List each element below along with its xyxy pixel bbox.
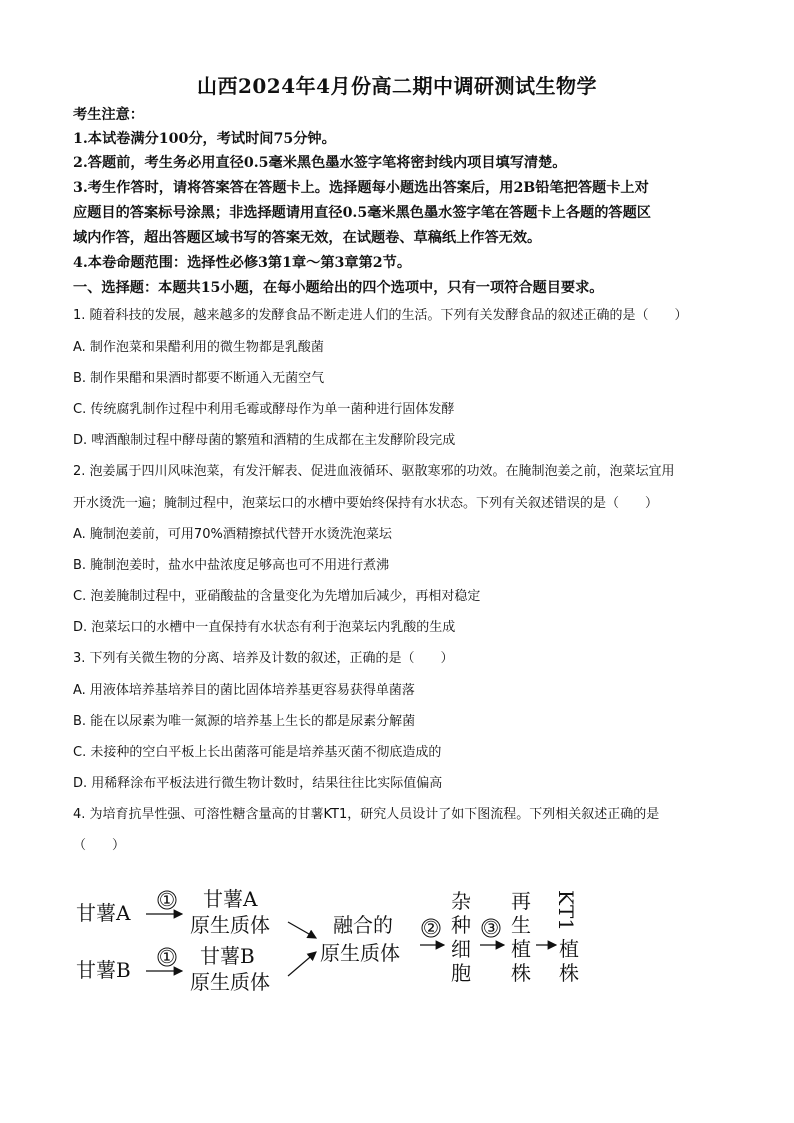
notice-item: 域内作答，超出答题区域书写的答案无效，在试题卷、草稿纸上作答无效。 xyxy=(73,230,542,246)
question-option: B. 能在以尿素为唯一氮源的培养基上生长的都是尿素分解菌 xyxy=(73,714,416,729)
question-option: B. 制作果醋和果酒时都要不断通入无菌空气 xyxy=(73,371,325,386)
kt1-plant-char: 植 xyxy=(559,937,579,961)
notice-item: 3.考生作答时，请将答案答在答题卡上。选择题每小题选出答案后，用2B铅笔把答题卡上对 xyxy=(73,180,649,196)
hybrid-cell-char: 细 xyxy=(451,937,471,961)
question-option: D. 泡菜坛口的水槽中一直保持有水状态有利于泡菜坛内乳酸的生成 xyxy=(73,620,456,635)
notice-item: 2.答题前，考生务必用直径0.5毫米黑色墨水签字笔将密封线内项目填写清楚。 xyxy=(73,155,567,171)
protoplast-b-line2: 原生质体 xyxy=(190,970,270,994)
question-option: C. 未接种的空白平板上长出菌落可能是培养基灭菌不彻底造成的 xyxy=(73,745,442,760)
arrow-a-to-fused xyxy=(288,922,316,938)
step1-b-label: ① xyxy=(158,947,176,968)
fused-protoplast-line2: 原生质体 xyxy=(320,941,400,965)
protoplast-b-line1: 甘薯B xyxy=(200,944,255,968)
sweet-potato-a-label: 甘薯A xyxy=(76,901,131,925)
fused-protoplast-line1: 融合的 xyxy=(333,913,393,937)
question-option: D. 用稀释涂布平板法进行微生物计数时，结果往往比实际值偏高 xyxy=(73,776,443,791)
protoplast-a-line1: 甘薯A xyxy=(203,887,258,911)
kt1-label: KT1 xyxy=(554,890,578,932)
step1-a-label: ① xyxy=(158,890,176,911)
regenerated-plant-char: 生 xyxy=(511,913,531,937)
section-heading: 一、选择题：本题共15小题，在每小题给出的四个选项中，只有一项符合题目要求。 xyxy=(73,280,604,296)
question-stem: 3. 下列有关微生物的分离、培养及计数的叙述，正确的是（ ） xyxy=(73,651,454,666)
question-stem: 1. 随着科技的发展，越来越多的发酵食品不断走进人们的生活。下列有关发酵食品的叙述正确的是（ ） xyxy=(73,308,688,323)
question-option: B. 腌制泡姜时，盐水中盐浓度足够高也可不用进行煮沸 xyxy=(73,558,390,573)
step2-label: ② xyxy=(422,918,440,939)
question-option: D. 啤酒酿制过程中酵母菌的繁殖和酒精的生成都在主发酵阶段完成 xyxy=(73,433,456,448)
question-option: C. 传统腐乳制作过程中利用毛霉或酵母作为单一菌种进行固体发酵 xyxy=(73,402,455,417)
regenerated-plant-char: 植 xyxy=(511,937,531,961)
question-stem: 开水烫洗一遍；腌制过程中，泡菜坛口的水槽中要始终保持有水状态。下列有关叙述错误的是（ ） xyxy=(73,496,659,511)
question-option: C. 泡姜腌制过程中，亚硝酸盐的含量变化为先增加后减少，再相对稳定 xyxy=(73,589,481,604)
question-stem: （ ） xyxy=(73,838,126,853)
question-option: A. 用液体培养基培养目的菌比固体培养基更容易获得单菌落 xyxy=(73,683,415,698)
regenerated-plant-char: 株 xyxy=(511,961,531,985)
notice-heading: 考生注意： xyxy=(73,107,144,123)
exam-title: 山西2024年4月份高二期中调研测试生物学 xyxy=(196,74,598,98)
hybrid-cell-char: 杂 xyxy=(451,889,471,913)
sweet-potato-b-label: 甘薯B xyxy=(76,958,131,982)
hybrid-cell-char: 种 xyxy=(451,913,471,937)
step3-label: ③ xyxy=(482,918,500,939)
arrow-b-to-fused xyxy=(288,952,316,976)
hybrid-cell-char: 胞 xyxy=(451,961,471,985)
kt1-plant-char: 株 xyxy=(559,961,579,985)
question-option: A. 腌制泡姜前，可用70%酒精擦拭代替开水烫洗泡菜坛 xyxy=(73,527,392,542)
protoplast-fusion-diagram xyxy=(70,880,610,1000)
question-stem: 2. 泡姜属于四川风味泡菜，有发汗解表、促进血液循环、驱散寒邪的功效。在腌制泡姜之前，泡菜坛宜用 xyxy=(73,464,675,479)
question-option: A. 制作泡菜和果醋利用的微生物都是乳酸菌 xyxy=(73,340,324,355)
protoplast-a-line2: 原生质体 xyxy=(190,913,270,937)
question-stem: 4. 为培育抗旱性强、可溶性糖含量高的甘薯KT1，研究人员设计了如下图流程。下列相关叙述正确的是 xyxy=(73,807,660,822)
notice-item: 应题目的答案标号涂黑；非选择题请用直径0.5毫米黑色墨水签字笔在答题卡上各题的答题区 xyxy=(73,205,651,221)
notice-item: 1.本试卷满分100分，考试时间75分钟。 xyxy=(73,131,336,147)
notice-item: 4.本卷命题范围：选择性必修3第1章～第3章第2节。 xyxy=(73,255,412,271)
regenerated-plant-char: 再 xyxy=(511,889,531,913)
